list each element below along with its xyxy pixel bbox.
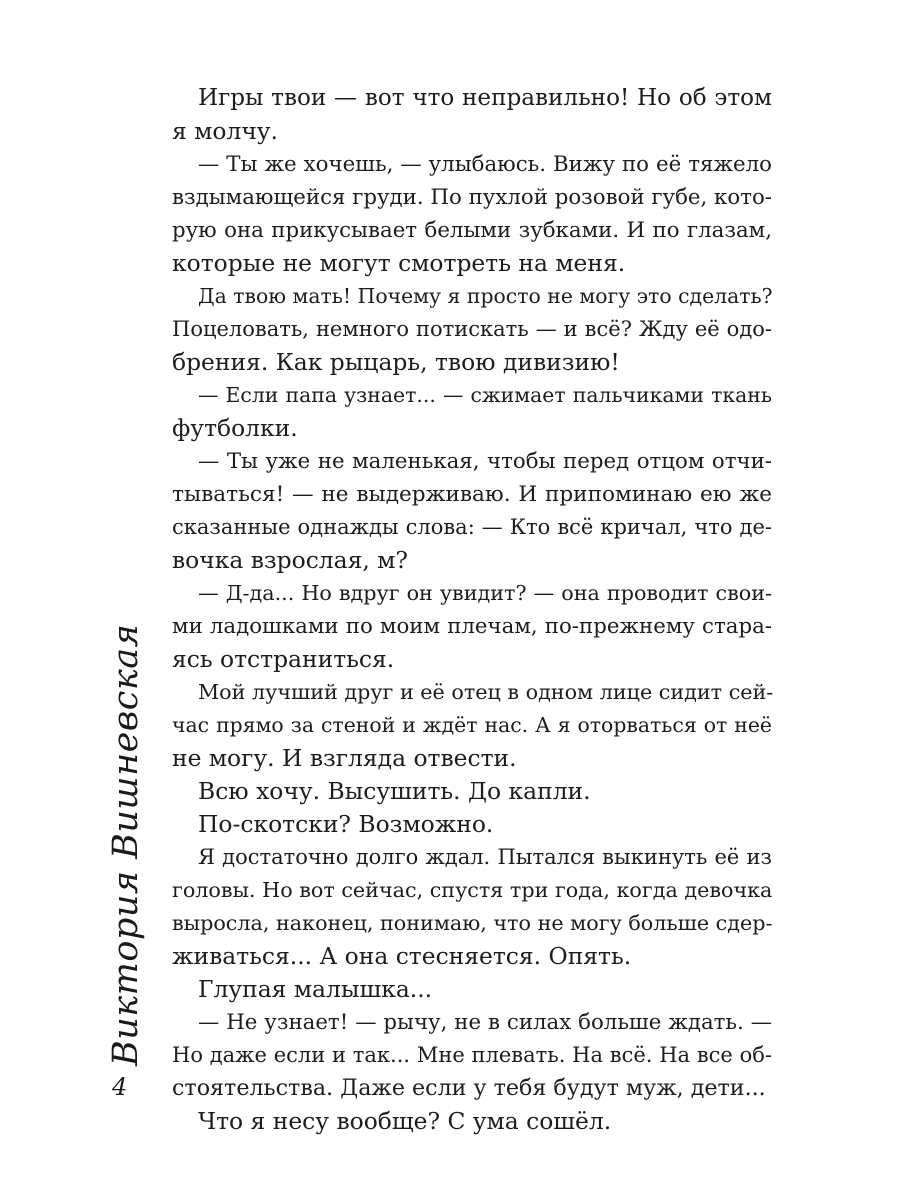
text-line: ясь отстраниться. — [172, 645, 395, 673]
text-line: брения. Как рыцарь, твою дивизию! — [172, 348, 620, 376]
text-line: не могу. И взгляда отвести. — [172, 744, 517, 772]
text-line: Глупая малышка... — [198, 975, 433, 1003]
body-text — [172, 82, 772, 1138]
text-line: — Не узнает! — рычу, не в силах больше ждать. — — [198, 1010, 772, 1035]
text-line: живаться... А она стесняется. Опять. — [172, 942, 632, 970]
author-running-head — [104, 623, 148, 1066]
text-line: футболки. — [172, 414, 298, 442]
text-line: Но даже если и так... Мне плевать. На всё. На все об- — [172, 1043, 772, 1067]
text-line: Я достаточно долго ждал. Пытался выкинуть её из — [198, 845, 772, 869]
text-line: стоятельства. Даже если у тебя будут муж, дети... — [172, 1075, 766, 1101]
text-line: Да твою мать! Почему я просто не могу это сделать? — [198, 284, 773, 308]
text-line: Поцеловать, немного потискать — и всё? Жду её одо- — [172, 317, 772, 341]
text-line: По-скотски? Возможно. — [198, 810, 494, 838]
text-line: я молчу. — [172, 117, 278, 145]
page-number: 4 — [112, 1073, 128, 1101]
text-line: вочка взрослая, м? — [172, 546, 408, 574]
text-line: Что я несу вообще? С ума сошёл. — [198, 1107, 612, 1135]
text-line: сказанные однажды слова: — Кто всё кричал, что де- — [172, 515, 772, 539]
text-line: Игры твои — вот что неправильно! Но об этом — [198, 85, 772, 111]
text-line: — Ты уже не маленькая, чтобы перед отцом отчи- — [198, 449, 772, 474]
text-line: ми ладошками по моим плечам, по-прежнему стара- — [172, 614, 772, 639]
text-line: выросла, наконец, понимаю, что не могу больше сдер- — [172, 911, 773, 935]
text-line: Мой лучший друг и её отец в одном лице сидит сей- — [198, 680, 774, 704]
text-line: — Если папа узнает... — сжимает пальчиками ткань — [198, 383, 772, 407]
author-name: Виктория Вишневская — [106, 623, 146, 1066]
text-line: рую она прикусывает белыми зубками. И по глазам, — [172, 218, 772, 243]
text-line: головы. Но вот сейчас, спустя три года, когда девочка — [172, 878, 773, 902]
text-line: которые не могут смотреть на меня. — [172, 249, 626, 277]
text-line: тываться! — не выдерживаю. И припоминаю ею же — [172, 482, 772, 507]
text-line: вздымающейся груди. По пухлой розовой губе, кото- — [172, 185, 772, 210]
text-line: час прямо за стеной и ждёт нас. А я оторваться от неё — [172, 713, 772, 737]
text-line: Всю хочу. Высушить. До капли. — [198, 777, 591, 805]
text-line: — Ты же хочешь, — улыбаюсь. Вижу по её тяжело — [198, 152, 772, 177]
text-line: — Д-да... Но вдруг он увидит? — она проводит свои- — [198, 581, 772, 605]
